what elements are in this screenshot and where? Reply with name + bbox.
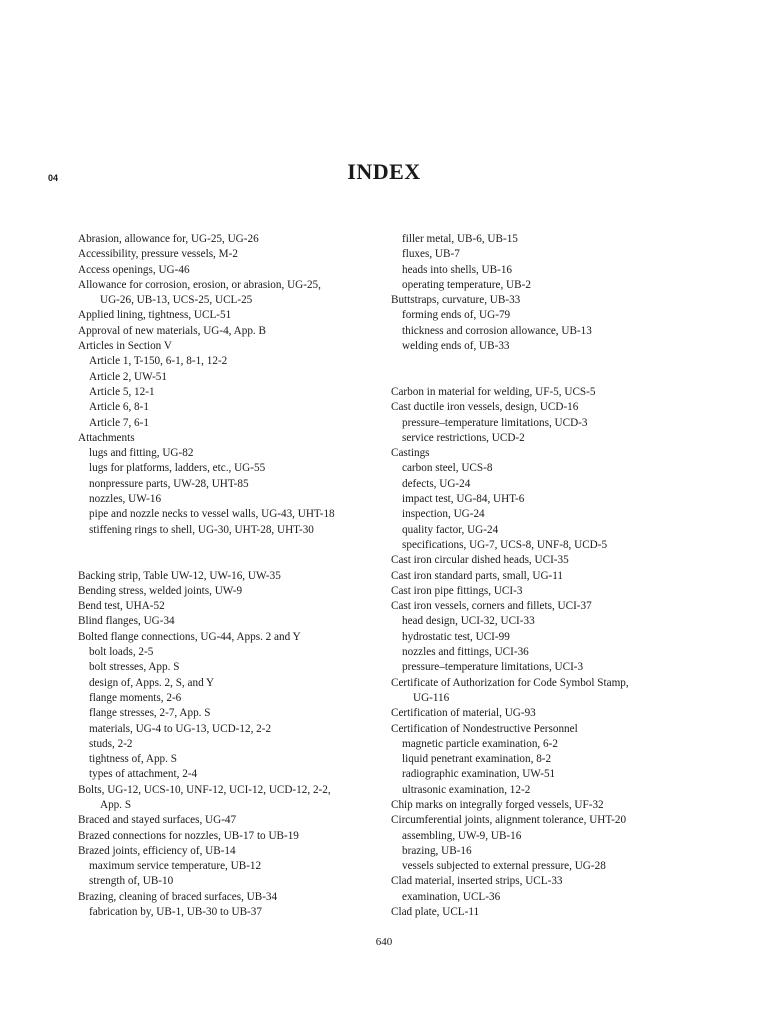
index-entry: Certificate of Authorization for Code Symbol Stamp, xyxy=(391,676,629,689)
index-subentry: examination, UCL-36 xyxy=(402,890,501,903)
index-subentry: ultrasonic examination, 12-2 xyxy=(402,783,531,796)
index-entry: Brazed joints, efficiency of, UB-14 xyxy=(78,844,236,857)
index-subentry: magnetic particle examination, 6-2 xyxy=(402,737,558,750)
index-subentry: filler metal, UB-6, UB-15 xyxy=(402,233,518,245)
index-subentry: forming ends of, UG-79 xyxy=(402,309,511,322)
index-entry-continuation: App. S xyxy=(100,798,132,811)
index-subentry: maximum service temperature, UB-12 xyxy=(89,860,262,873)
index-subentry: carbon steel, UCS-8 xyxy=(402,462,493,475)
index-subentry: welding ends of, UB-33 xyxy=(402,340,510,353)
index-entry: Castings xyxy=(391,447,430,460)
index-entry: Clad material, inserted strips, UCL-33 xyxy=(391,875,563,888)
index-subentry: nozzles and fittings, UCI-36 xyxy=(402,646,529,659)
index-subentry: fabrication by, UB-1, UB-30 to UB-37 xyxy=(89,906,262,919)
index-subentry: service restrictions, UCD-2 xyxy=(402,431,525,444)
index-entry: Cast iron pipe fittings, UCI-3 xyxy=(391,584,523,597)
index-subentry: brazing, UB-16 xyxy=(402,844,472,857)
index-subentry: bolt stresses, App. S xyxy=(89,661,180,674)
index-subentry: head design, UCI-32, UCI-33 xyxy=(402,615,535,628)
index-subentry: pressure–temperature limitations, UCD-3 xyxy=(402,416,588,429)
index-subentry: vessels subjected to external pressure, UG-28 xyxy=(402,860,606,873)
index-entry: Certification of Nondestructive Personnel xyxy=(391,722,578,735)
index-subentry: lugs and fitting, UG-82 xyxy=(89,447,194,460)
page-number: 640 xyxy=(375,936,393,948)
index-entry: Backing strip, Table UW-12, UW-16, UW-35 xyxy=(78,569,281,582)
index-entry: Certification of material, UG-93 xyxy=(391,707,536,720)
index-entry: Carbon in material for welding, UF-5, UCS-5 xyxy=(391,385,596,398)
index-subentry: quality factor, UG-24 xyxy=(402,523,499,536)
index-entry: Cast iron vessels, corners and fillets, UCI-37 xyxy=(391,600,592,613)
index-subentry: flange stresses, 2-7, App. S xyxy=(89,707,211,720)
letter-group-gap xyxy=(391,354,691,385)
index-subentry: strength of, UB-10 xyxy=(89,875,174,888)
index-subentry: heads into shells, UB-16 xyxy=(402,263,513,276)
index-subentry: Article 7, 6-1 xyxy=(89,416,149,429)
index-subentry: design of, Apps. 2, S, and Y xyxy=(89,676,215,689)
index-subentry: Article 6, 8-1 xyxy=(89,401,149,414)
index-entry: Applied lining, tightness, UCL-51 xyxy=(78,309,232,322)
index-entry: Access openings, UG-46 xyxy=(78,263,190,276)
letter-group-gap xyxy=(78,538,368,569)
index-letter-group xyxy=(391,385,691,920)
index-subentry: flange moments, 2-6 xyxy=(89,691,182,704)
index-subentry: inspection, UG-24 xyxy=(402,508,485,521)
index-entry: Cast iron circular dished heads, UCI-35 xyxy=(391,554,569,567)
index-letter-group xyxy=(78,569,368,921)
index-entry: Circumferential joints, alignment tolerance, UHT-20 xyxy=(391,814,627,827)
index-subentry: specifications, UG-7, UCS-8, UNF-8, UCD-5 xyxy=(402,538,608,551)
index-subentry: studs, 2-2 xyxy=(89,737,133,750)
index-entry: Brazed connections for nozzles, UB-17 to UB-19 xyxy=(78,829,299,842)
index-column-left xyxy=(78,232,368,920)
index-subentry: impact test, UG-84, UHT-6 xyxy=(402,493,525,506)
index-subentry: nonpressure parts, UW-28, UHT-85 xyxy=(89,477,249,490)
page-title: INDEX xyxy=(347,159,421,184)
edition-marker: 04 xyxy=(48,173,59,183)
index-subentry: thickness and corrosion allowance, UB-13 xyxy=(402,324,592,337)
index-letter-group xyxy=(391,232,691,354)
index-subentry: lugs for platforms, ladders, etc., UG-55 xyxy=(89,462,266,475)
index-entry: Chip marks on integrally forged vessels, UF-32 xyxy=(391,798,604,811)
index-entry: Abrasion, allowance for, UG-25, UG-26 xyxy=(78,233,259,245)
index-subentry: defects, UG-24 xyxy=(402,477,471,490)
index-entry: Brazing, cleaning of braced surfaces, UB-34 xyxy=(78,890,278,903)
index-entry: Approval of new materials, UG-4, App. B xyxy=(78,324,266,337)
index-subentry: Article 2, UW-51 xyxy=(89,370,167,383)
index-entry: Braced and stayed surfaces, UG-47 xyxy=(78,814,237,827)
index-subentry: radiographic examination, UW-51 xyxy=(402,768,556,781)
index-entry-continuation: UG-116 xyxy=(413,691,450,704)
index-subentry: nozzles, UW-16 xyxy=(89,493,162,506)
index-letter-group xyxy=(78,232,368,538)
index-entry: Attachments xyxy=(78,431,135,444)
index-subentry: assembling, UW-9, UB-16 xyxy=(402,829,522,842)
index-subentry: tightness of, App. S xyxy=(89,753,177,766)
index-subentry: hydrostatic test, UCI-99 xyxy=(402,630,510,643)
index-entry: Accessibility, pressure vessels, M-2 xyxy=(78,248,238,261)
index-subentry: materials, UG-4 to UG-13, UCD-12, 2-2 xyxy=(89,722,272,735)
index-entry: Buttstraps, curvature, UB-33 xyxy=(391,294,521,307)
index-subentry: pressure–temperature limitations, UCI-3 xyxy=(402,661,584,674)
index-entry: Clad plate, UCL-11 xyxy=(391,906,480,919)
index-subentry: Article 5, 12-1 xyxy=(89,385,155,398)
index-entry: Blind flanges, UG-34 xyxy=(78,615,175,628)
index-entry: Bolts, UG-12, UCS-10, UNF-12, UCI-12, UCD-12, 2-2, xyxy=(78,783,331,796)
index-subentry: bolt loads, 2-5 xyxy=(89,646,154,659)
index-entry-continuation: UG-26, UB-13, UCS-25, UCL-25 xyxy=(100,294,253,307)
index-subentry: types of attachment, 2-4 xyxy=(89,768,198,781)
index-subentry: operating temperature, UB-2 xyxy=(402,278,531,291)
index-entry: Articles in Section V xyxy=(78,340,172,353)
index-entry: Cast ductile iron vessels, design, UCD-16 xyxy=(391,401,579,414)
index-subentry: fluxes, UB-7 xyxy=(402,248,460,261)
index-entry: Bending stress, welded joints, UW-9 xyxy=(78,584,243,597)
index-entry: Bend test, UHA-52 xyxy=(78,600,165,613)
index-entry: Allowance for corrosion, erosion, or abrasion, UG-25, xyxy=(78,278,321,291)
index-subentry: pipe and nozzle necks to vessel walls, UG-43, UHT-18 xyxy=(89,508,335,521)
index-subentry: stiffening rings to shell, UG-30, UHT-28, UHT-30 xyxy=(89,523,314,536)
index-entry: Cast iron standard parts, small, UG-11 xyxy=(391,569,564,582)
index-subentry: Article 1, T-150, 6-1, 8-1, 12-2 xyxy=(89,355,228,368)
index-subentry: liquid penetrant examination, 8-2 xyxy=(402,753,552,766)
index-entry: Bolted flange connections, UG-44, Apps. 2 and Y xyxy=(78,630,301,643)
index-column-right xyxy=(391,232,691,920)
